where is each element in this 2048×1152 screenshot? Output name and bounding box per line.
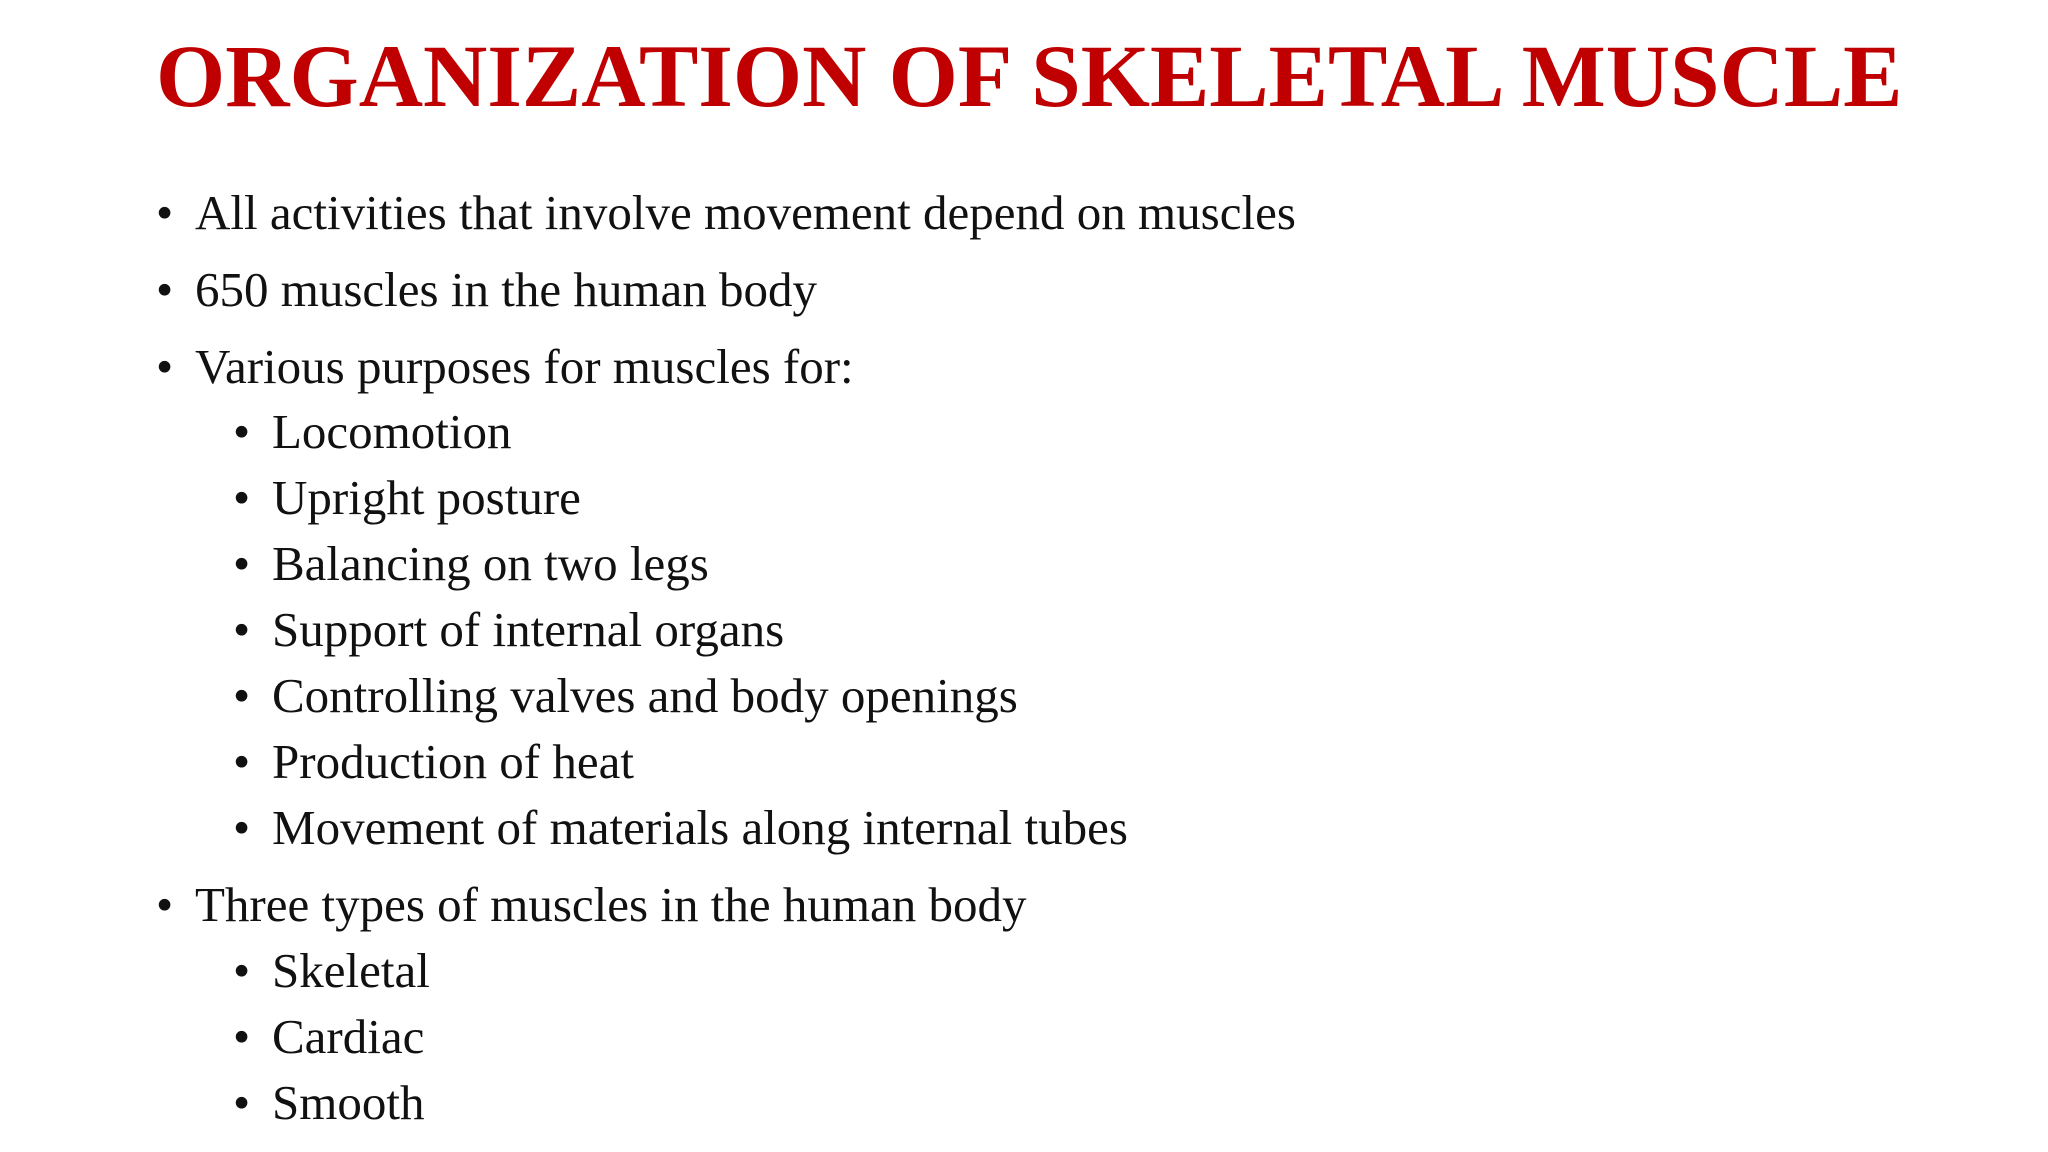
- sub-bullet-text: Locomotion: [272, 404, 512, 459]
- bullet-icon: •: [156, 262, 174, 317]
- bullet-text: Various purposes for muscles for:: [195, 339, 854, 394]
- slide-title: ORGANIZATION OF SKELETAL MUSCLE: [156, 28, 1903, 126]
- sub-bullet-text: Movement of materials along internal tubes: [272, 800, 1128, 855]
- bullet-text: All activities that involve movement depend on muscles: [195, 185, 1296, 240]
- bullet-icon: •: [156, 339, 174, 394]
- sub-bullet-text: Balancing on two legs: [272, 536, 709, 591]
- sub-bullet-text: Controlling valves and body openings: [272, 668, 1018, 723]
- sub-bullet-text: Skeletal: [272, 943, 430, 998]
- bullet-icon: •: [233, 470, 251, 525]
- bullet-text: 650 muscles in the human body: [195, 262, 817, 317]
- bullet-icon: •: [233, 1009, 251, 1064]
- sub-bullet-text: Smooth: [272, 1075, 425, 1130]
- bullet-text: Three types of muscles in the human body: [195, 877, 1027, 932]
- bullet-icon: •: [233, 943, 251, 998]
- sub-bullet-text: Cardiac: [272, 1009, 425, 1064]
- bullet-icon: •: [233, 668, 251, 723]
- bullet-icon: •: [233, 536, 251, 591]
- bullet-icon: •: [233, 1075, 251, 1130]
- bullet-icon: •: [233, 404, 251, 459]
- bullet-icon: •: [156, 877, 174, 932]
- bullet-icon: •: [233, 734, 251, 789]
- sub-bullet-text: Production of heat: [272, 734, 634, 789]
- bullet-icon: •: [233, 800, 251, 855]
- bullet-icon: •: [156, 185, 174, 240]
- sub-bullet-text: Support of internal organs: [272, 602, 785, 657]
- bullet-icon: •: [233, 602, 251, 657]
- sub-bullet-text: Upright posture: [272, 470, 581, 525]
